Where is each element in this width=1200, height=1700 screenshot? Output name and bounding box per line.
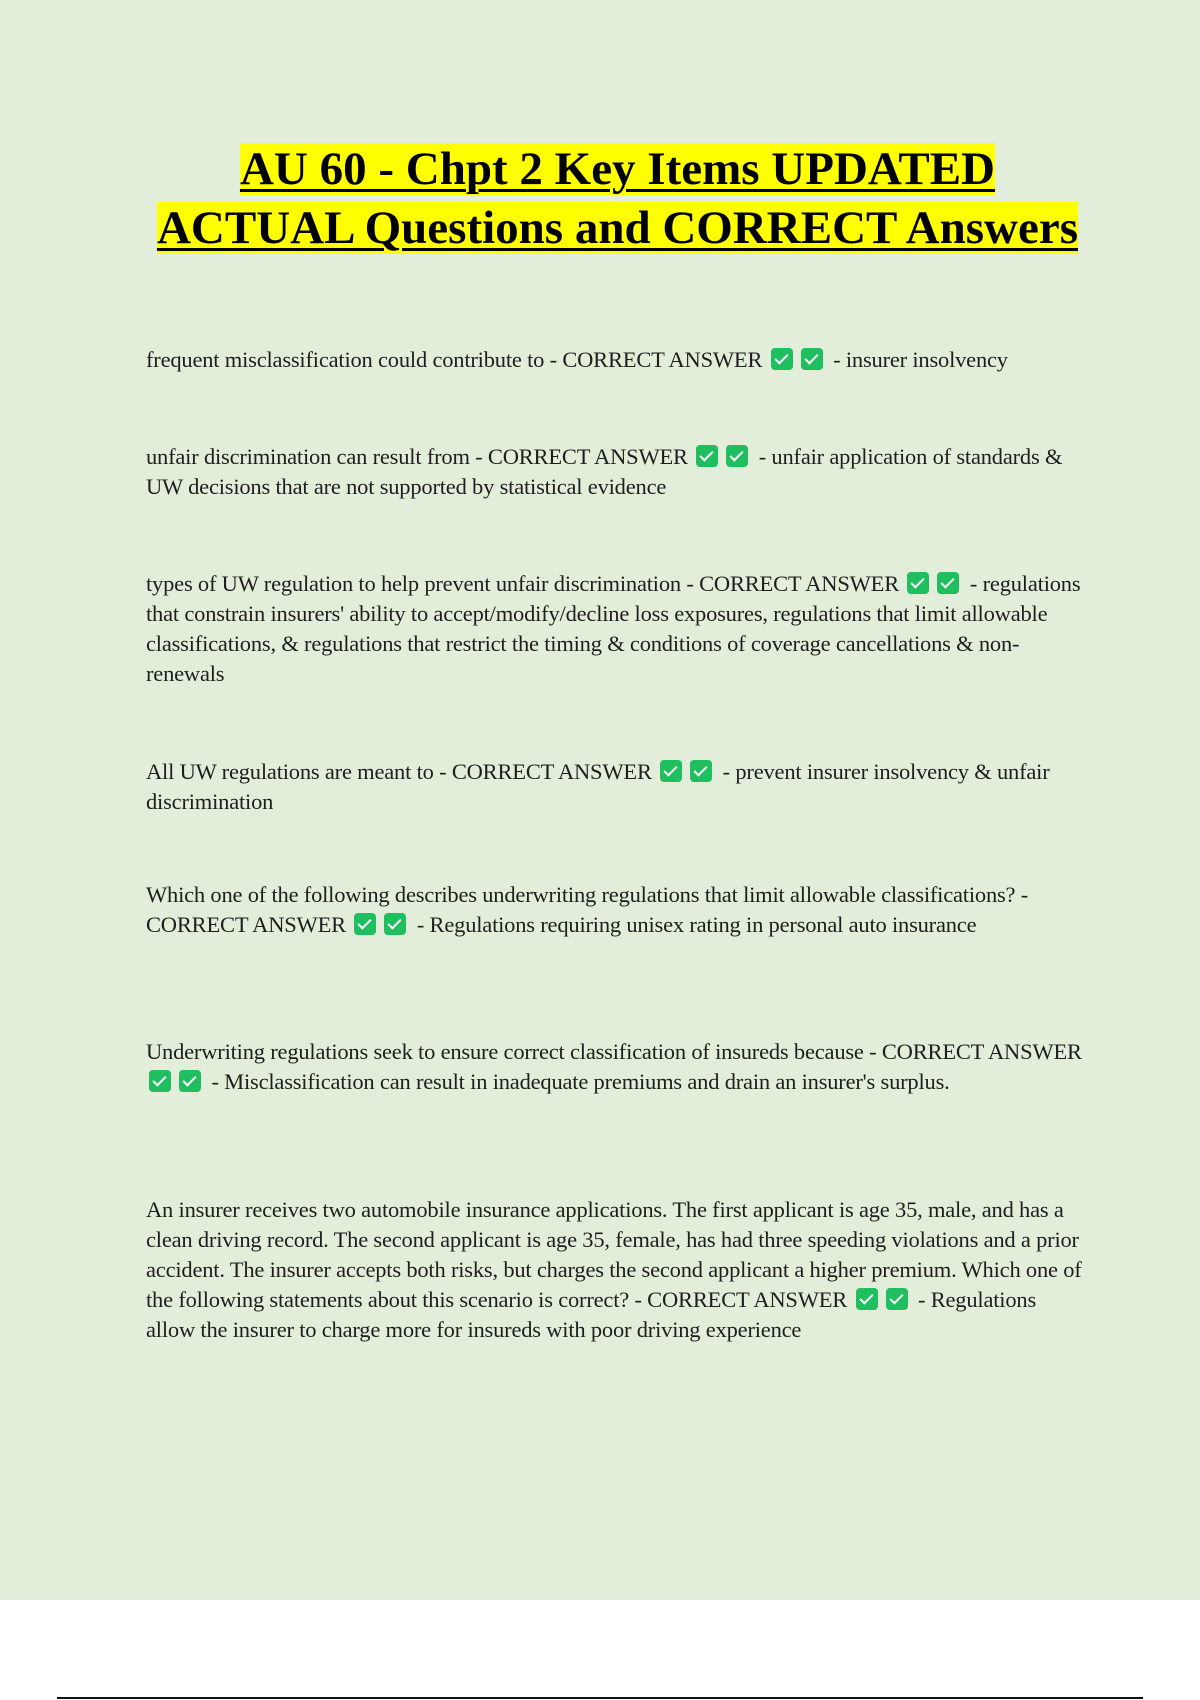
answer-text: - regulations that constrain insurers' ability to accept/modify/decline loss exposures, regulations that limit allowable classifications, & regulations that restrict the timing & conditions of coverage cancellations & non-renewals	[146, 571, 1081, 686]
qa-item	[146, 442, 1086, 502]
check-mark-icon	[801, 348, 823, 370]
answer-text: - Misclassification can result in inadequate premiums and drain an insurer's surplus.	[211, 1069, 950, 1094]
answer-text: - Regulations requiring unisex rating in personal auto insurance	[416, 912, 977, 937]
qa-item	[146, 757, 1086, 817]
check-mark-icon	[937, 572, 959, 594]
document-title	[150, 140, 1085, 258]
question-text: All UW regulations are meant to - CORRECT ANSWER	[146, 759, 652, 784]
check-mark-icon	[726, 445, 748, 467]
check-mark-icon	[354, 913, 376, 935]
bottom-divider	[57, 1697, 1143, 1699]
question-text: Underwriting regulations seek to ensure correct classification of insureds because - CORRECT ANSWER	[146, 1039, 1082, 1064]
check-mark-icon	[771, 348, 793, 370]
answer-text: - unfair application of standards & UW decisions that are not supported by statistical evidence	[146, 444, 1063, 499]
check-mark-icon	[696, 445, 718, 467]
document-title-text: AU 60 - Chpt 2 Key Items UPDATED ACTUAL Questions and CORRECT Answers	[156, 143, 1079, 254]
check-mark-icon	[907, 572, 929, 594]
question-text: types of UW regulation to help prevent unfair discrimination - CORRECT ANSWER	[146, 571, 900, 596]
check-mark-icon	[660, 760, 682, 782]
answer-text: - Regulations allow the insurer to charge more for insureds with poor driving experience	[146, 1287, 1037, 1342]
check-mark-icon	[149, 1070, 171, 1092]
check-mark-icon	[856, 1288, 878, 1310]
answer-text: - prevent insurer insolvency & unfair discrimination	[146, 759, 1050, 814]
question-text: unfair discrimination can result from - CORRECT ANSWER	[146, 444, 688, 469]
check-mark-icon	[384, 913, 406, 935]
answer-text: - insurer insolvency	[833, 347, 1008, 372]
qa-item	[146, 1195, 1086, 1345]
qa-item	[146, 345, 1086, 375]
qa-item	[146, 569, 1086, 689]
check-mark-icon	[179, 1070, 201, 1092]
check-mark-icon	[690, 760, 712, 782]
question-text: Which one of the following describes underwriting regulations that limit allowable classifications? - CORRECT ANSWER	[146, 882, 1029, 937]
check-mark-icon	[886, 1288, 908, 1310]
question-text: frequent misclassification could contribute to - CORRECT ANSWER	[146, 347, 763, 372]
question-text: An insurer receives two automobile insurance applications. The first applicant is age 35, male, and has a clean driving record. The second applicant is age 35, female, has had three speeding violations and a prior accident. The insurer accepts both risks, but charges the second applicant a higher premium. Which one of the following statements about this scenario is correct? - CORRECT ANSWER	[146, 1197, 1082, 1312]
qa-item	[146, 1037, 1086, 1097]
qa-item	[146, 880, 1086, 940]
